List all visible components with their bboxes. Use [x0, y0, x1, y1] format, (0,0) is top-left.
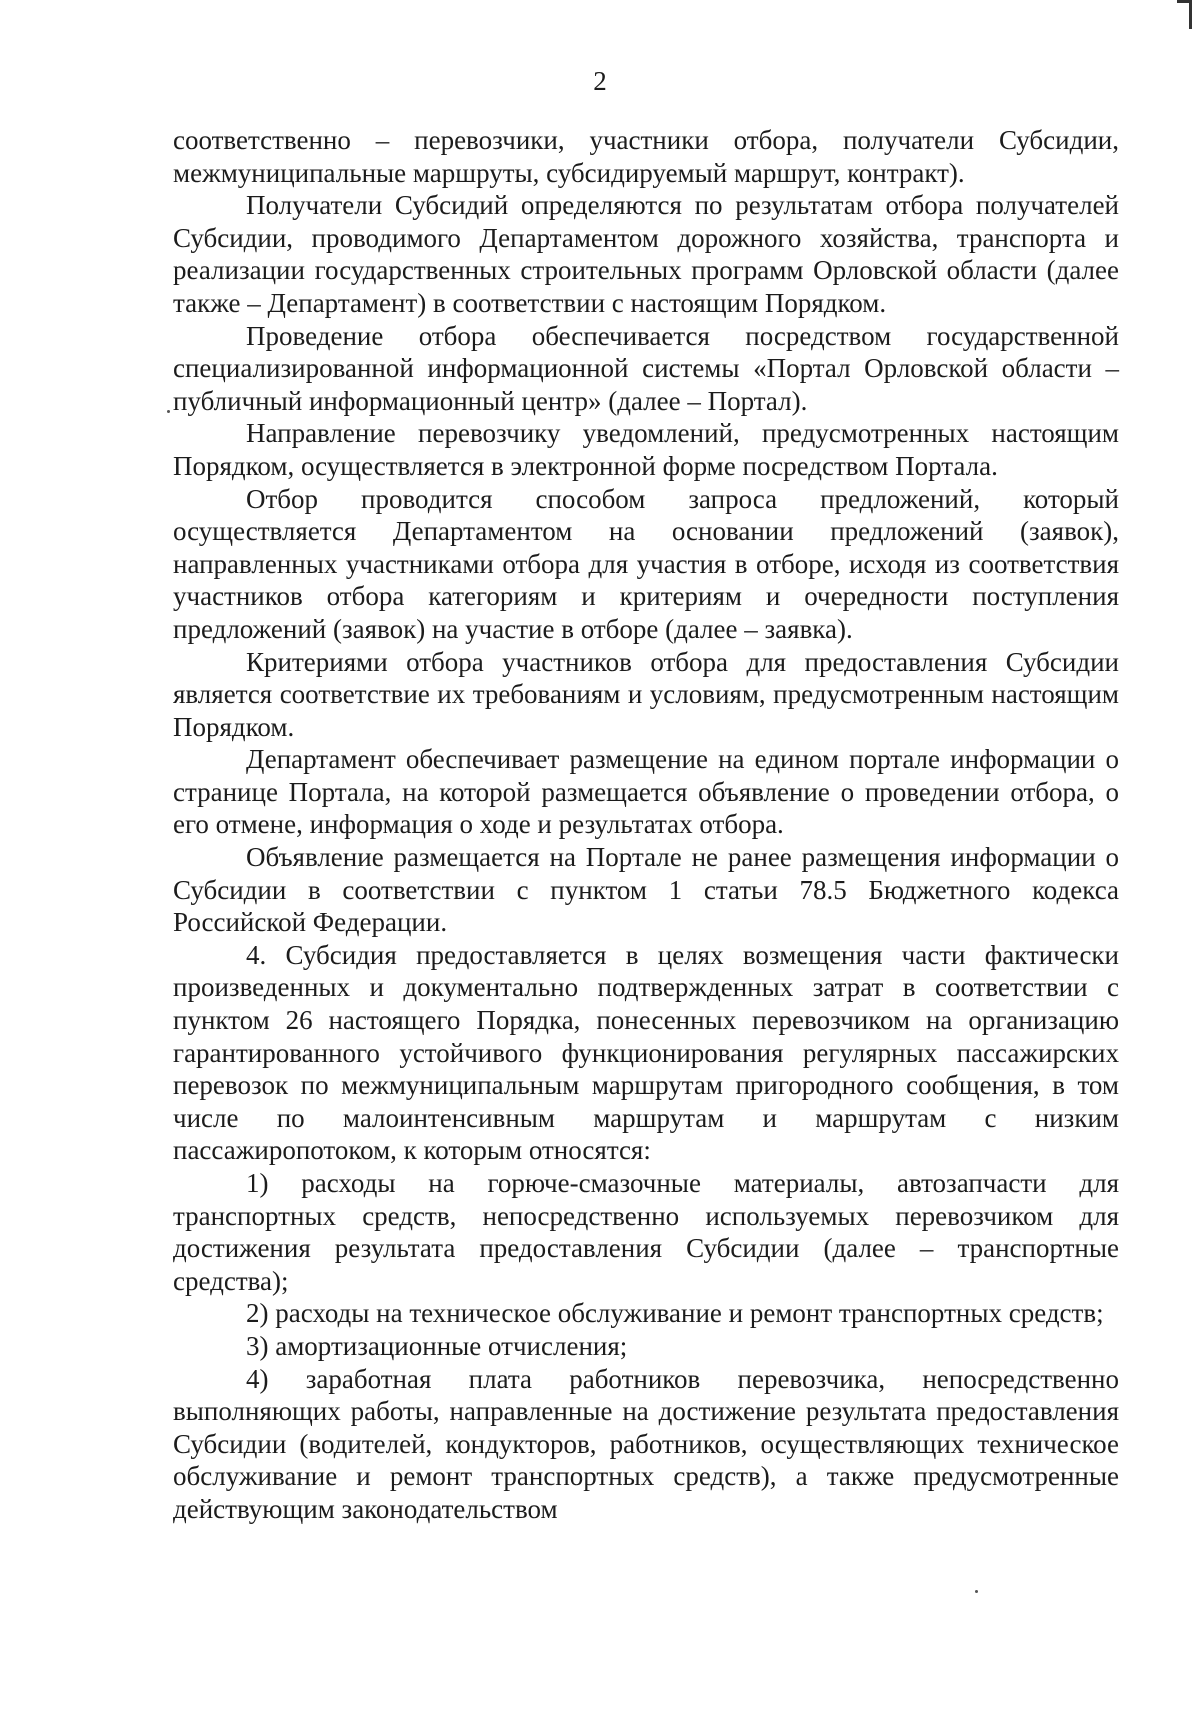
- paragraph: Объявление размещается на Портале не ранее размещения информации о Субсидии в соответствии с пунктом 1 статьи 78.5 Бюджетного кодекса Российской Федерации.: [173, 842, 1119, 938]
- paragraph: соответственно – перевозчики, участники отбора, получатели Субсидии, межмуниципальные маршруты, субсидируемый маршрут, контракт).: [173, 125, 1119, 188]
- list-item: 2) расходы на техническое обслуживание и ремонт транспортных средств;: [246, 1298, 1104, 1329]
- scan-speck: [975, 1590, 978, 1593]
- paragraph: Получатели Субсидий определяются по результатам отбора получателей Субсидии, проводимого Департаментом дорожного хозяйства, транспорта и реализации государственных строительных программ Орловской области (далее также – Департамент) в соответствии с настоящим Порядком.: [173, 190, 1119, 318]
- paragraph: Проведение отбора обеспечивается посредством государственной специализированной информационной системы «Портал Орловской области – публичный информационный центр» (далее – Портал).: [173, 320, 1119, 416]
- page-corner-mark: [1177, 0, 1192, 29]
- paragraph: Департамент обеспечивает размещение на едином портале информации о странице Портала, на которой размещается объявление о проведении отбора, о его отмене, информация о ходе и результатах отбора.: [173, 744, 1119, 840]
- list-item: 3) амортизационные отчисления;: [246, 1330, 628, 1361]
- list-item: 4) заработная плата работников перевозчика, непосредственно выполняющих работы, направленные на достижение результата предоставления Субсидии (водителей, кондукторов, работников, осуществляющих техническое обслуживание и ремонт транспортных средств), а также предусмотренные действующим законодательством: [173, 1363, 1119, 1524]
- paragraph: Направление перевозчику уведомлений, предусмотренных настоящим Порядком, осуществляется в электронной форме посредством Портала.: [173, 418, 1119, 481]
- paragraph: Критериями отбора участников отбора для предоставления Субсидии является соответствие их требованиям и условиям, предусмотренным настоящим Порядком.: [173, 646, 1119, 742]
- paragraph: Отбор проводится способом запроса предложений, который осуществляется Департаментом на основании предложений (заявок), направленных участниками отбора для участия в отборе, исходя из соответствия участников отбора категориям и критериям и очередности поступления предложений (заявок) на участие в отборе (далее – заявка).: [173, 483, 1119, 644]
- page-number: 2: [593, 66, 607, 96]
- scan-speck: [167, 410, 170, 413]
- list-item: 1) расходы на горюче-смазочные материалы, автозапчасти для транспортных средств, непосредственно используемых перевозчиком для достижения результата предоставления Субсидии (далее – транспортные средства);: [173, 1168, 1119, 1296]
- paragraph: 4. Субсидия предоставляется в целях возмещения части фактически произведенных и документально подтвержденных затрат в соответствии с пунктом 26 настоящего Порядка, понесенных перевозчиком на организацию гарантированного устойчивого функционирования регулярных пассажирских перевозок по межмуниципальным маршрутам пригородного сообщения, в том числе по малоинтенсивным маршрутам и маршрутам с низким пассажиропотоком, к которым относятся:: [173, 939, 1119, 1166]
- document-body: [173, 124, 1119, 1526]
